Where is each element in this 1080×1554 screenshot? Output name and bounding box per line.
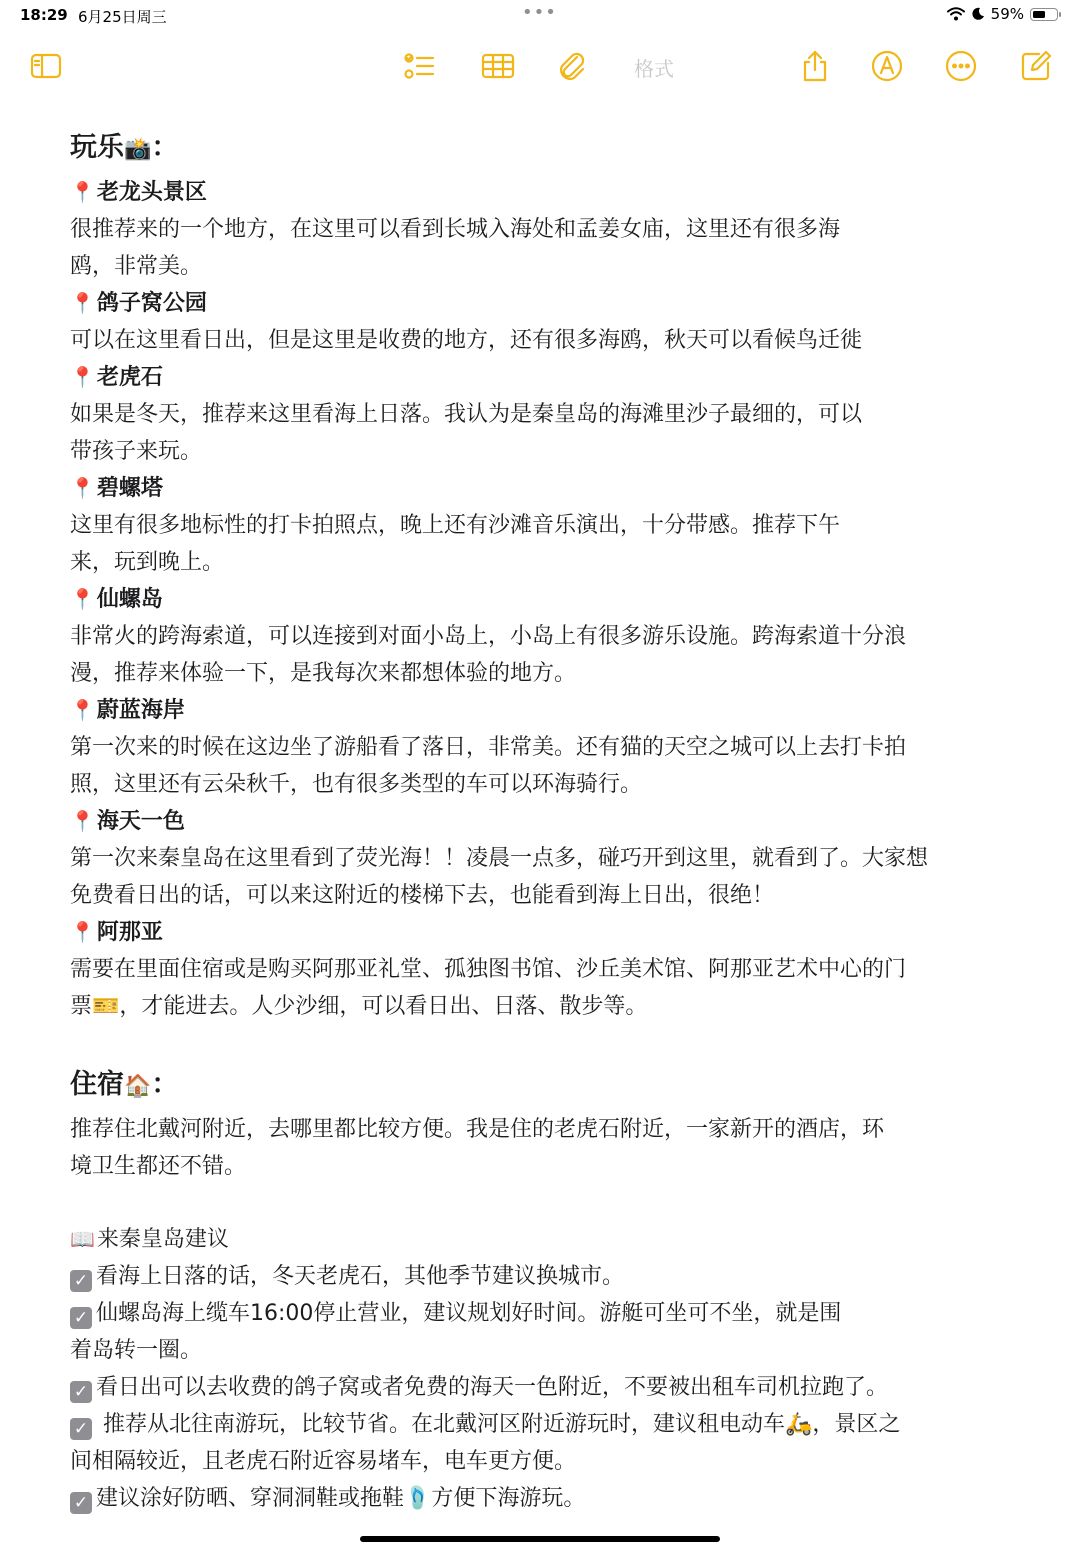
place-name: 鸽子窝公园	[96, 291, 207, 316]
place-desc-line: 照，这里还有云朵秋千，也有很多类型的车可以环海骑行。	[70, 772, 643, 797]
spacer	[70, 1025, 1030, 1061]
notes-toolbar	[0, 42, 1080, 90]
markup-button[interactable]	[867, 46, 907, 86]
tip-text: 看海上日落的话，冬天老虎石，其他季节建议换城市。	[96, 1264, 625, 1289]
note-body[interactable]	[70, 124, 1030, 1517]
pin-icon: 📍	[70, 587, 95, 611]
pin-icon: 📍	[70, 291, 95, 315]
tip-item	[70, 1258, 1030, 1295]
place-name: 蔚蓝海岸	[96, 698, 185, 723]
fun-title-text: 玩乐	[70, 132, 124, 163]
tip-line	[70, 1406, 1030, 1443]
camera-icon: 📸	[124, 137, 152, 162]
compose-icon	[1019, 49, 1053, 83]
sidebar-icon	[29, 49, 63, 83]
pin-icon: 📍	[70, 920, 95, 944]
place-name: 阿那亚	[96, 920, 163, 945]
spacer	[70, 1185, 1030, 1221]
more-button[interactable]	[941, 46, 981, 86]
pin-icon: 📍	[70, 180, 95, 204]
place-desc-line: 第一次来秦皇岛在这里看到了荧光海！！凌晨一点多，碰巧开到这里，就看到了。大家想	[70, 846, 929, 871]
place-desc-line: 漫，推荐来体验一下，是我每次来都想体验的地方。	[70, 661, 577, 686]
place-name: 海天一色	[96, 809, 185, 834]
tip-text: 仙螺岛海上缆车16:00停止营业，建议规划好时间。游艇可坐可不坐，就是围	[96, 1301, 842, 1326]
fun-title-colon: ：	[151, 132, 179, 163]
pin-icon: 📍	[70, 476, 95, 500]
place-desc-line: 带孩子来玩。	[70, 439, 203, 464]
markup-icon	[870, 49, 904, 83]
place-name: 老龙头景区	[96, 180, 207, 205]
book-icon: 📖	[70, 1227, 95, 1251]
place-desc-line: 免费看日出的话，可以来这附近的楼梯下去，也能看到海上日出，很绝！	[70, 883, 775, 908]
place-title	[70, 359, 1030, 396]
stay-title-colon: ：	[151, 1069, 179, 1100]
place-title	[70, 470, 1030, 507]
tip-line: 间相隔较近，且老虎石附近容易堵车，电车更方便。	[70, 1449, 577, 1474]
place-name: 碧螺塔	[96, 476, 163, 501]
place-title	[70, 803, 1030, 840]
place-item	[70, 470, 1030, 581]
pin-icon: 📍	[70, 365, 95, 389]
checkbox-icon: ✓	[70, 1270, 92, 1292]
battery-icon	[1030, 8, 1058, 21]
tip-item	[70, 1295, 1030, 1369]
place-name: 仙螺岛	[96, 587, 163, 612]
tip-item	[70, 1480, 1030, 1517]
place-title	[70, 285, 1030, 322]
share-button[interactable]	[795, 46, 835, 86]
moon-icon	[971, 7, 985, 21]
status-indicators	[947, 5, 1058, 23]
tip-line	[70, 1258, 1030, 1295]
fun-section-title	[70, 124, 1030, 174]
tip-line: 着岛转一圈。	[70, 1338, 203, 1363]
status-date: 6月25日周三	[78, 8, 167, 26]
status-time: 18:29	[20, 6, 68, 24]
tip-text: 建议涂好防晒、穿洞洞鞋或拖鞋🩴方便下海游玩。	[96, 1486, 586, 1511]
compose-button[interactable]	[1016, 46, 1056, 86]
place-item	[70, 285, 1030, 359]
place-desc-line: 需要在里面住宿或是购买阿那亚礼堂、孤独图书馆、沙丘美术馆、阿那亚艺术中心的门	[70, 957, 907, 982]
tip-line	[70, 1295, 1030, 1332]
place-desc-line: 很推荐来的一个地方，在这里可以看到长城入海处和孟姜女庙，这里还有很多海	[70, 217, 841, 242]
status-bar	[0, 0, 1080, 32]
tip-line	[70, 1369, 1030, 1406]
tips-heading	[70, 1221, 1030, 1258]
stay-desc-line: 境卫生都还不错。	[70, 1154, 247, 1179]
table-button[interactable]	[478, 46, 518, 86]
checkbox-icon: ✓	[70, 1492, 92, 1514]
multitasking-dots[interactable]: •••	[522, 2, 557, 23]
place-desc-line: 来，玩到晚上。	[70, 550, 225, 575]
home-indicator[interactable]	[360, 1536, 720, 1542]
share-icon	[798, 49, 832, 83]
place-title	[70, 581, 1030, 618]
place-desc-line: 第一次来的时候在这边坐了游船看了落日，非常美。还有猫的天空之城可以上去打卡拍	[70, 735, 907, 760]
checkbox-icon: ✓	[70, 1307, 92, 1329]
place-desc-line: 票🎫，才能进去。人少沙细，可以看日出、日落、散步等。	[70, 994, 648, 1019]
checkbox-icon: ✓	[70, 1418, 92, 1440]
place-item	[70, 692, 1030, 803]
checklist-button[interactable]	[399, 46, 439, 86]
tip-item	[70, 1406, 1030, 1480]
place-desc-line: 这里有很多地标性的打卡拍照点，晚上还有沙滩音乐演出，十分带感。推荐下午	[70, 513, 841, 538]
place-desc-line: 如果是冬天，推荐来这里看海上日落。我认为是秦皇岛的海滩里沙子最细的，可以	[70, 402, 863, 427]
sidebar-button[interactable]	[26, 46, 66, 86]
place-item	[70, 359, 1030, 470]
place-title	[70, 914, 1030, 951]
pin-icon: 📍	[70, 809, 95, 833]
attachment-icon	[555, 49, 589, 83]
battery-percent: 59%	[990, 5, 1024, 23]
place-title	[70, 174, 1030, 211]
wifi-icon	[947, 7, 965, 21]
place-item	[70, 581, 1030, 692]
place-desc-line: 鸥，非常美。	[70, 254, 203, 279]
pin-icon: 📍	[70, 698, 95, 722]
place-desc-line: 可以在这里看日出，但是这里是收费的地方，还有很多海鸥，秋天可以看候鸟迁徙	[70, 328, 863, 353]
house-icon: 🏠	[124, 1074, 152, 1099]
checkbox-icon: ✓	[70, 1381, 92, 1403]
stay-title-text: 住宿	[70, 1069, 124, 1100]
tip-item	[70, 1369, 1030, 1406]
checklist-icon	[402, 49, 436, 83]
place-title	[70, 692, 1030, 729]
format-button[interactable]: 格式	[634, 57, 674, 81]
place-desc-line: 非常火的跨海索道，可以连接到对面小岛上，小岛上有很多游乐设施。跨海索道十分浪	[70, 624, 907, 649]
place-item	[70, 803, 1030, 914]
place-item	[70, 174, 1030, 285]
attachment-button[interactable]	[552, 46, 592, 86]
table-icon	[481, 49, 515, 83]
battery-level	[1033, 11, 1045, 18]
more-icon	[944, 49, 978, 83]
tip-text: 看日出可以去收费的鸽子窝或者免费的海天一色附近，不要被出租车司机拉跑了。	[96, 1375, 889, 1400]
tips-title: 来秦皇岛建议	[96, 1227, 229, 1252]
stay-section-title	[70, 1061, 1030, 1111]
place-item	[70, 914, 1030, 1025]
tip-line	[70, 1480, 1030, 1517]
tip-text: 推荐从北往南游玩，比较节省。在北戴河区附近游玩时，建议租电动车🛵，景区之	[96, 1412, 901, 1437]
place-name: 老虎石	[96, 365, 163, 390]
stay-desc-line: 推荐住北戴河附近，去哪里都比较方便。我是住的老虎石附近，一家新开的酒店，环	[70, 1117, 885, 1142]
